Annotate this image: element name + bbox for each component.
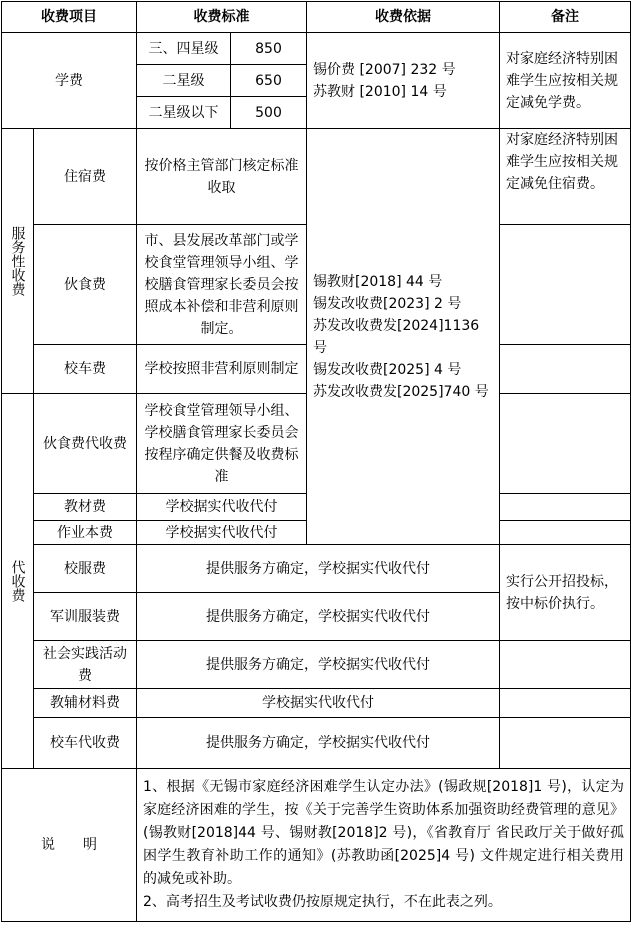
- basis-line: 苏发改收费发[2025]740 号: [313, 383, 489, 400]
- tuition-remark: 对家庭经济特别困难学生应按相关规定减免学费。: [500, 33, 631, 129]
- item-name: 伙食费代收费: [34, 394, 137, 494]
- item-standard: 按价格主管部门核定标准收取: [137, 129, 307, 225]
- item-name: 伙食费: [34, 225, 137, 345]
- explanation-text: [137, 769, 631, 922]
- item-standard: 提供服务方确定，学校据实代收代付: [137, 641, 500, 689]
- explanation-para: 1、根据《无锡市家庭经济困难学生认定办法》(锡政规[2018]1 号)，认定为家庭经济困难的学生，按《关于完善学生资助体系加强资助经费管理的意见》(锡教财[2018]44 号、锡财教[2018]2 号)，《省教育厅 省民政厅关于做好孤困学生教育补助工作的通知》(苏教助函[2025]4 号) 文件规定进行相关费用的减免或补助。: [143, 779, 624, 887]
- header-basis: 收费依据: [307, 2, 500, 33]
- item-name: 住宿费: [34, 129, 137, 225]
- header-remark: 备注: [500, 2, 631, 33]
- table-row: [2, 689, 631, 718]
- tuition-label: 学费: [2, 33, 137, 129]
- explanation-para: 2、高考招生及考试收费仍按原规定执行，不在此表之列。: [143, 894, 502, 910]
- tuition-level: 三、四星级: [137, 33, 231, 65]
- item-standard: 市、县发展改革部门或学校食堂管理领导小组、学校膳食管理家长委员会按照成本补偿和非营利原则制定。: [137, 225, 307, 345]
- basis-line: 锡发改收费[2025] 4 号: [313, 361, 462, 378]
- item-name: 军训服装费: [34, 593, 137, 641]
- table-row: [2, 33, 631, 65]
- basis-line: 锡价费 [2007] 232 号: [313, 61, 456, 78]
- agency-group-label: 代收费: [2, 394, 34, 769]
- basis-line: 苏教财 [2010] 14 号: [313, 83, 447, 100]
- uniform-remark: 实行公开招投标，按中标价执行。: [500, 545, 631, 641]
- basis-line: 苏发改收费发[2024]1136 号: [313, 317, 480, 356]
- item-name: 校服费: [34, 545, 137, 593]
- item-remark: 对家庭经济特别困难学生应按相关规定减免住宿费。: [500, 129, 631, 225]
- shared-basis: [307, 129, 500, 545]
- service-group-label: 服务性收费: [2, 129, 34, 394]
- item-remark: [500, 521, 631, 545]
- item-remark: [500, 718, 631, 769]
- item-name: 校车代收费: [34, 718, 137, 769]
- table-row: [2, 641, 631, 689]
- fee-table: [1, 1, 631, 922]
- basis-line: 锡教财[2018] 44 号: [313, 273, 443, 290]
- item-remark: [500, 225, 631, 345]
- item-name: 社会实践活动费: [34, 641, 137, 689]
- table-row: [2, 129, 631, 225]
- header-item: 收费项目: [2, 2, 137, 33]
- item-remark: [500, 689, 631, 718]
- item-remark: [500, 394, 631, 494]
- explanation-label-text: 说明: [41, 837, 125, 853]
- item-remark: [500, 494, 631, 521]
- item-standard: 提供服务方确定，学校据实代收代付: [137, 593, 500, 641]
- header-standard: 收费标准: [137, 2, 307, 33]
- item-name: 教辅材料费: [34, 689, 137, 718]
- item-standard: 学校按照非营利原则制定: [137, 345, 307, 394]
- item-name: 校车费: [34, 345, 137, 394]
- tuition-amount: 650: [231, 65, 307, 97]
- header-row: [2, 2, 631, 33]
- item-standard: 提供服务方确定，学校据实代收代付: [137, 545, 500, 593]
- basis-line: 锡发改收费[2023] 2 号: [313, 295, 462, 312]
- item-name: 教材费: [34, 494, 137, 521]
- item-name: 作业本费: [34, 521, 137, 545]
- tuition-amount: 850: [231, 33, 307, 65]
- table-row: [2, 718, 631, 769]
- explanation-label: [2, 769, 137, 922]
- tuition-basis: [307, 33, 500, 129]
- table-row: [2, 545, 631, 593]
- item-standard: 学校据实代收代付: [137, 689, 500, 718]
- item-standard: 学校据实代收代付: [137, 521, 307, 545]
- item-standard: 提供服务方确定，学校据实代收代付: [137, 718, 500, 769]
- tuition-level: 二星级以下: [137, 97, 231, 129]
- item-standard: 学校食堂管理领导小组、学校膳食管理家长委员会按程序确定供餐及收费标准: [137, 394, 307, 494]
- item-remark: [500, 641, 631, 689]
- item-standard: 学校据实代收代付: [137, 494, 307, 521]
- item-remark: [500, 345, 631, 394]
- explanation-row: [2, 769, 631, 922]
- tuition-level: 二星级: [137, 65, 231, 97]
- tuition-amount: 500: [231, 97, 307, 129]
